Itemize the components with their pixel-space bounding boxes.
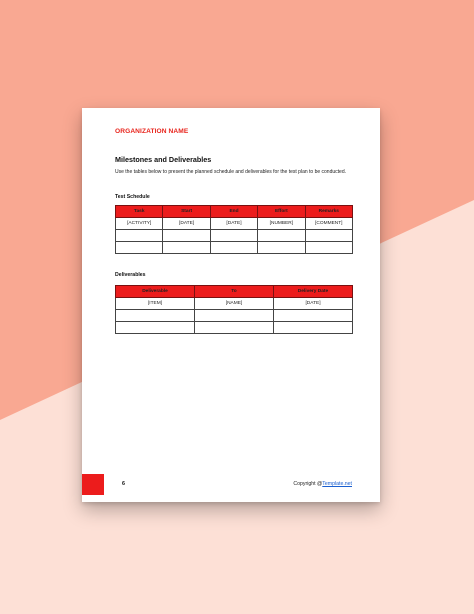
table-cell	[274, 310, 353, 322]
column-header-end: End	[210, 206, 257, 218]
table-cell	[116, 242, 163, 254]
table-row	[116, 242, 353, 254]
document-page	[82, 108, 380, 502]
table-cell	[305, 230, 352, 242]
table-cell	[116, 310, 195, 322]
copyright-notice	[293, 481, 352, 487]
deliverables-table	[115, 285, 353, 334]
table-cell: [DATE]	[274, 298, 353, 310]
table-header-row	[116, 206, 353, 218]
table-cell: [COMMENT]	[305, 218, 352, 230]
section-heading: Milestones and Deliverables	[115, 155, 212, 164]
table-row	[116, 298, 353, 310]
table-row	[116, 322, 353, 334]
footer-red-block	[82, 474, 104, 495]
intro-paragraph: Use the tables below to present the planned schedule and deliverables for the test plan to be conducted.	[115, 169, 346, 175]
test-schedule-table	[115, 205, 353, 254]
column-header-start: Start	[163, 206, 210, 218]
table-cell	[274, 322, 353, 334]
table-cell: [ITEM]	[116, 298, 195, 310]
table-header-row	[116, 286, 353, 298]
column-header-delivery-date: Delivery Date	[274, 286, 353, 298]
table-cell	[258, 242, 305, 254]
table-row	[116, 230, 353, 242]
table-cell	[258, 230, 305, 242]
test-schedule-label: Test Schedule	[115, 194, 150, 200]
copyright-text: Copyright @	[293, 481, 323, 487]
column-header-remarks: Remarks	[305, 206, 352, 218]
table-cell	[195, 322, 274, 334]
table-cell	[210, 242, 257, 254]
table-cell: [DATE]	[210, 218, 257, 230]
table-cell	[163, 230, 210, 242]
page-number: 6	[122, 481, 125, 487]
deliverables-label: Deliverables	[115, 272, 146, 278]
table-cell	[116, 322, 195, 334]
table-cell: [NAME]	[195, 298, 274, 310]
table-row	[116, 310, 353, 322]
table-cell: [ACTIVITY]	[116, 218, 163, 230]
table-cell	[195, 310, 274, 322]
table-cell: [DATE]	[163, 218, 210, 230]
table-cell	[116, 230, 163, 242]
table-row	[116, 218, 353, 230]
column-header-effort: Effort	[258, 206, 305, 218]
table-cell	[305, 242, 352, 254]
table-cell	[163, 242, 210, 254]
table-cell	[210, 230, 257, 242]
template-link[interactable]: Template.net	[322, 481, 352, 487]
column-header-task: Task	[116, 206, 163, 218]
column-header-deliverable: Deliverable	[116, 286, 195, 298]
organization-name: ORGANIZATION NAME	[115, 128, 189, 135]
table-cell: [NUMBER]	[258, 218, 305, 230]
column-header-to: To	[195, 286, 274, 298]
